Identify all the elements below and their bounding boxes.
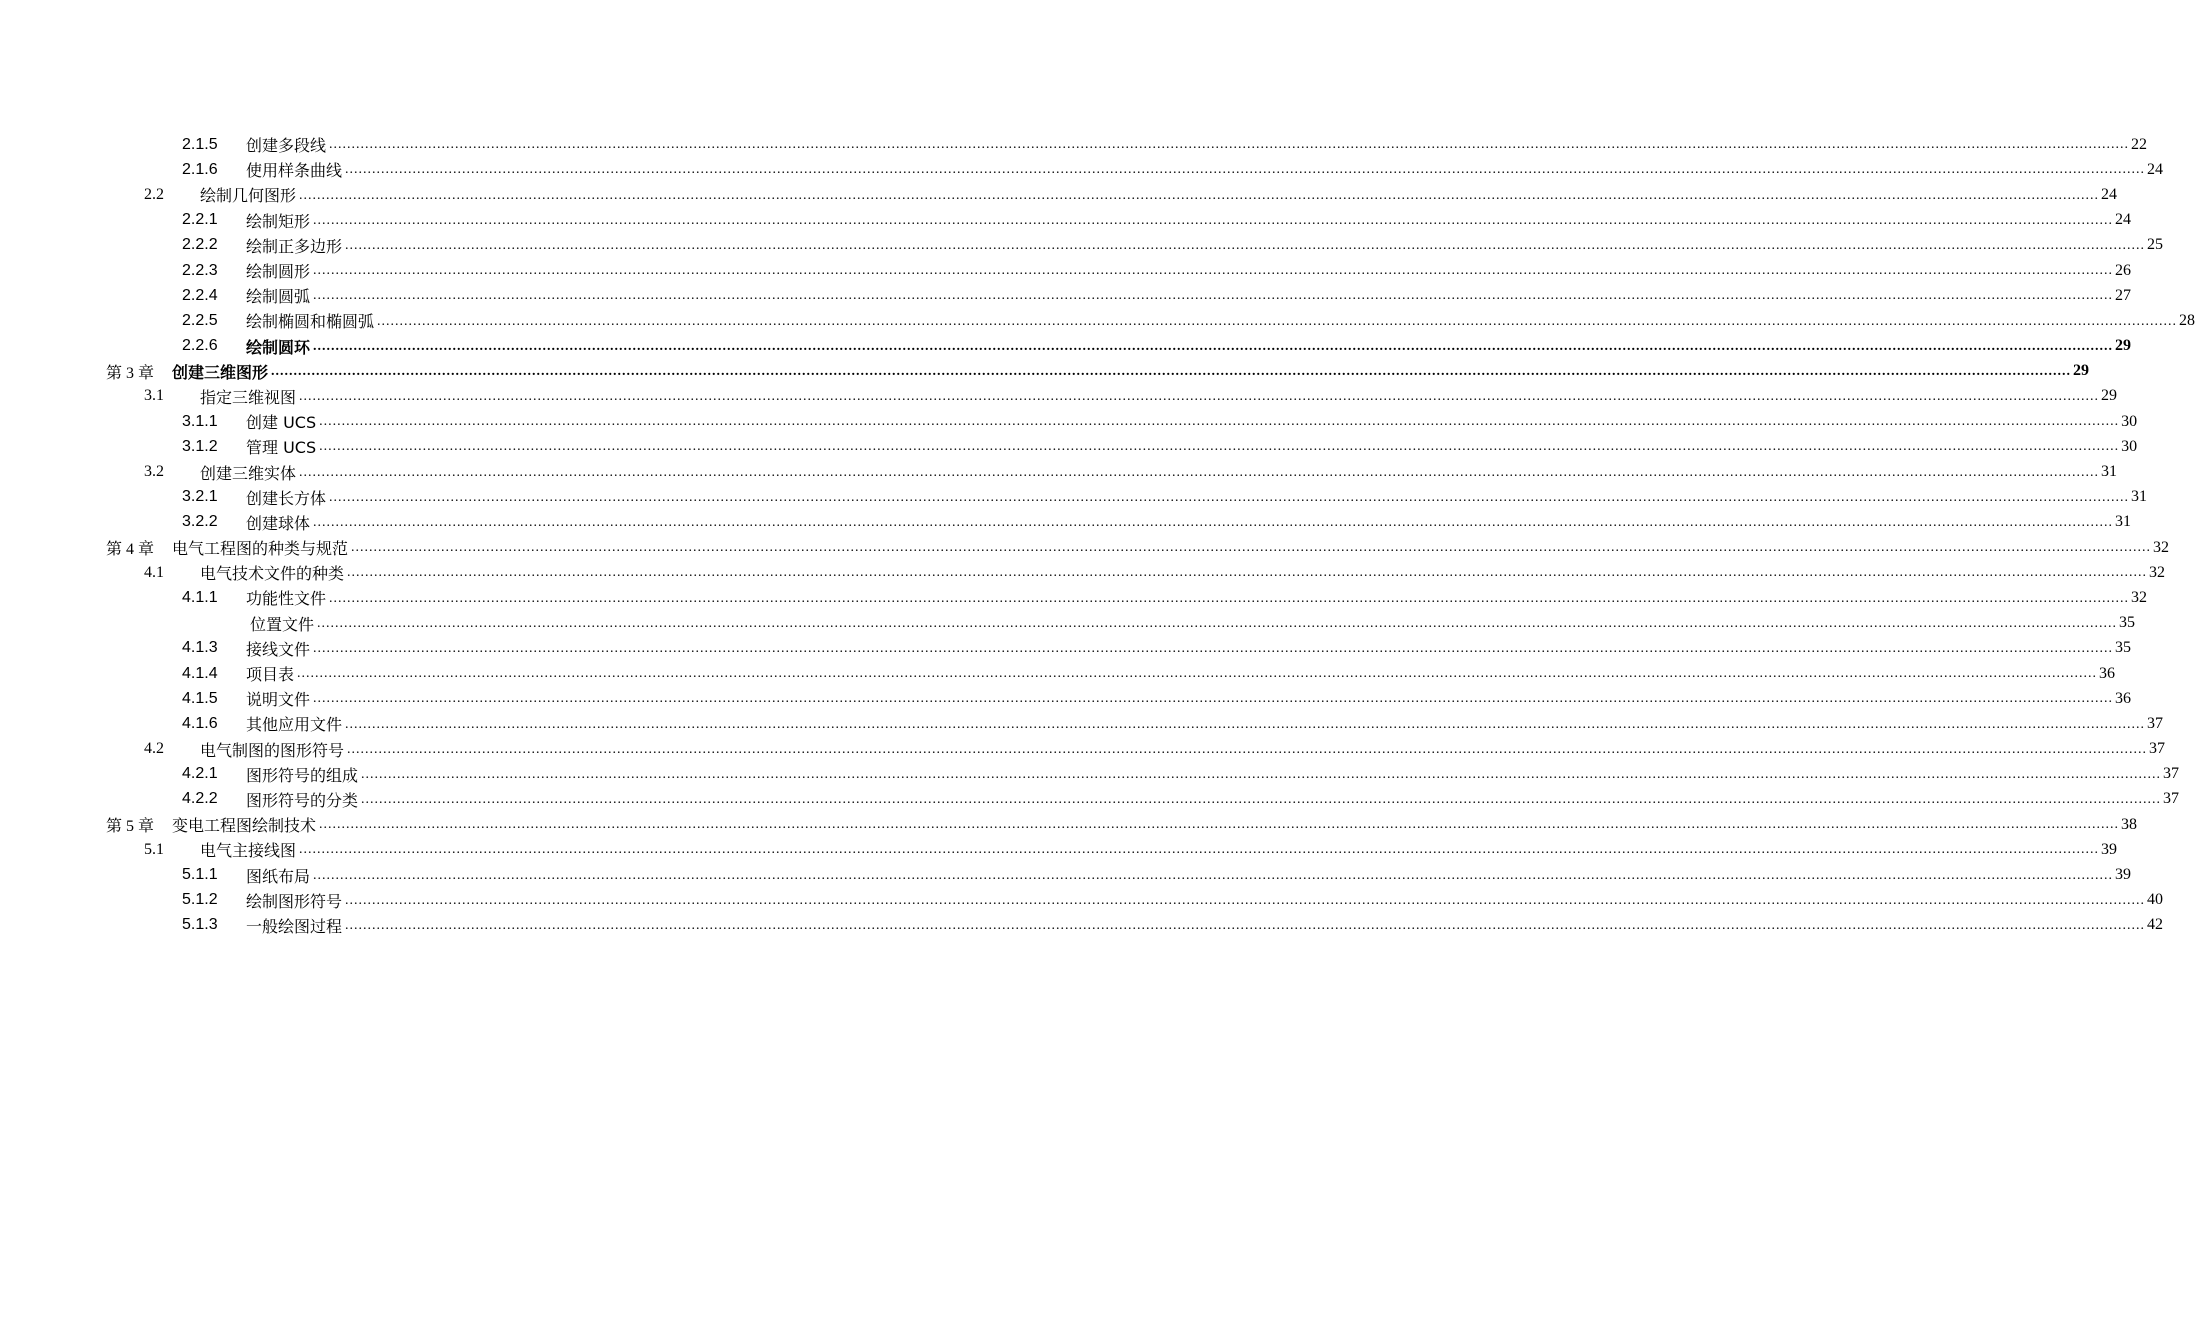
- toc-entry-title: 绘制图形符号: [246, 891, 343, 911]
- toc-entry-number: 第 4 章: [106, 541, 155, 559]
- toc-dot-leader: ................................................................................................................................................................................................................................................................................................................................................................................................................: [319, 817, 2120, 833]
- toc-entry-page-number: 22: [2131, 135, 2148, 153]
- toc-entry[interactable]: [0, 535, 2170, 560]
- toc-entry-title: 创建 UCS: [246, 413, 317, 433]
- toc-entry-page-number: 37: [2149, 740, 2166, 758]
- toc-entry[interactable]: [0, 384, 2118, 409]
- toc-dot-leader: ................................................................................................................................................................................................................................................................................................................................................................................................................: [377, 313, 2178, 329]
- toc-entry-title: 创建多段线: [246, 136, 327, 156]
- toc-entry-title: 图纸布局: [246, 866, 311, 886]
- toc-dot-leader: ................................................................................................................................................................................................................................................................................................................................................................................................................: [329, 137, 2130, 153]
- toc-dot-leader: ................................................................................................................................................................................................................................................................................................................................................................................................................: [319, 439, 2120, 455]
- toc-entry-title: 一般绘图过程: [246, 916, 343, 936]
- toc-dot-leader: ................................................................................................................................................................................................................................................................................................................................................................................................................: [345, 237, 2146, 253]
- toc-entry-number: 5.1.3: [182, 916, 218, 934]
- toc-dot-leader: ................................................................................................................................................................................................................................................................................................................................................................................................................: [329, 489, 2130, 505]
- toc-entry-number: 3.1.2: [182, 437, 218, 455]
- toc-entry[interactable]: [0, 409, 2138, 434]
- toc-entry-number: 4.1.3: [182, 639, 218, 657]
- toc-entry[interactable]: [0, 737, 2166, 762]
- toc-dot-leader: ................................................................................................................................................................................................................................................................................................................................................................................................................: [317, 615, 2118, 631]
- toc-dot-leader: ................................................................................................................................................................................................................................................................................................................................................................................................................: [313, 515, 2114, 530]
- toc-entry-number: 2.2.5: [182, 311, 218, 329]
- toc-entry-title: 创建长方体: [246, 488, 327, 508]
- toc-entry[interactable]: [0, 762, 2180, 787]
- toc-entry-number: 4.1.6: [182, 714, 218, 732]
- toc-dot-leader: ................................................................................................................................................................................................................................................................................................................................................................................................................: [313, 640, 2114, 656]
- toc-entry-page-number: 29: [2101, 387, 2118, 405]
- toc-entry[interactable]: [0, 686, 2132, 711]
- toc-dot-leader: ................................................................................................................................................................................................................................................................................................................................................................................................................: [299, 187, 2100, 203]
- toc-dot-leader: ................................................................................................................................................................................................................................................................................................................................................................................................................: [345, 716, 2146, 732]
- toc-entry-page-number: 40: [2147, 891, 2164, 909]
- toc-entry-page-number: 30: [2121, 437, 2138, 455]
- toc-entry-page-number: 25: [2147, 236, 2164, 254]
- toc-entry-title: 绘制椭圆和椭圆弧: [246, 312, 375, 332]
- toc-entry-number: 2.2.4: [182, 286, 218, 304]
- toc-entry-number: 第 3 章: [106, 364, 155, 382]
- toc-entry-number: 2.2.3: [182, 261, 218, 279]
- toc-dot-leader: ................................................................................................................................................................................................................................................................................................................................................................................................................: [313, 212, 2114, 228]
- toc-entry-number: 3.1: [144, 387, 164, 405]
- toc-entry-number: 4.1.5: [182, 689, 218, 707]
- toc-dot-leader: ................................................................................................................................................................................................................................................................................................................................................................................................................: [351, 540, 2152, 556]
- toc-entry[interactable]: [0, 585, 2148, 610]
- toc-entry-number: 5.1.1: [182, 866, 218, 884]
- toc-entry-number: 3.2.1: [182, 488, 218, 506]
- table-of-contents: [0, 132, 2195, 938]
- toc-entry-page-number: 24: [2147, 160, 2164, 178]
- toc-entry-page-number: 37: [2163, 790, 2180, 808]
- toc-entry-page-number: 39: [2115, 866, 2132, 884]
- toc-entry-title: 绘制几何图形: [200, 186, 297, 206]
- toc-entry-title: 绘制正多边形: [246, 236, 343, 256]
- toc-entry[interactable]: [0, 233, 2164, 258]
- toc-dot-leader: ................................................................................................................................................................................................................................................................................................................................................................................................................: [299, 464, 2100, 480]
- toc-entry-title: 变电工程图绘制技术: [172, 816, 317, 836]
- toc-entry[interactable]: [0, 459, 2118, 484]
- toc-entry-page-number: 29: [2115, 337, 2132, 355]
- toc-entry-number: 5.1.2: [182, 891, 218, 909]
- toc-entry-page-number: 32: [2131, 588, 2148, 606]
- toc-entry-page-number: 31: [2115, 513, 2132, 531]
- toc-entry-page-number: 32: [2153, 538, 2170, 556]
- toc-entry-title: 使用样条曲线: [246, 161, 343, 181]
- toc-dot-leader: ................................................................................................................................................................................................................................................................................................................................................................................................................: [319, 414, 2120, 430]
- toc-dot-leader: ................................................................................................................................................................................................................................................................................................................................................................................................................: [297, 666, 2098, 682]
- toc-entry-title: 绘制圆弧: [246, 287, 311, 307]
- toc-entry-page-number: 42: [2147, 916, 2164, 934]
- toc-dot-leader: ................................................................................................................................................................................................................................................................................................................................................................................................................: [271, 363, 2072, 379]
- toc-entry-page-number: 24: [2101, 185, 2118, 203]
- toc-entry-number: 4.1.1: [182, 588, 218, 606]
- toc-entry[interactable]: [0, 283, 2132, 308]
- toc-entry-title: 图形符号的分类: [246, 790, 359, 810]
- toc-entry-page-number: 28: [2179, 311, 2195, 329]
- toc-entry[interactable]: [0, 510, 2132, 535]
- toc-dot-leader: ................................................................................................................................................................................................................................................................................................................................................................................................................: [345, 918, 2146, 933]
- toc-entry[interactable]: [0, 636, 2132, 661]
- toc-entry-title: 电气制图的图形符号: [200, 740, 345, 760]
- toc-dot-leader: ................................................................................................................................................................................................................................................................................................................................................................................................................: [299, 842, 2100, 858]
- toc-entry-number: 2.1.6: [182, 160, 218, 178]
- toc-entry-title: 创建三维图形: [172, 362, 269, 382]
- toc-entry-page-number: 24: [2115, 211, 2132, 229]
- toc-entry[interactable]: [0, 359, 2090, 384]
- toc-entry-page-number: 30: [2121, 412, 2138, 430]
- toc-entry-page-number: 35: [2119, 614, 2136, 632]
- toc-entry-title: 管理 UCS: [246, 438, 317, 458]
- toc-entry-page-number: 35: [2115, 639, 2132, 657]
- toc-entry[interactable]: [0, 182, 2118, 207]
- toc-entry-number: 3.2: [144, 463, 164, 481]
- toc-entry[interactable]: [0, 560, 2166, 585]
- toc-dot-leader: ................................................................................................................................................................................................................................................................................................................................................................................................................: [313, 263, 2114, 279]
- toc-entry-title: 图形符号的组成: [246, 765, 359, 785]
- toc-entry-number: 3.2.2: [182, 513, 218, 531]
- toc-entry-page-number: 31: [2131, 488, 2148, 506]
- toc-entry-page-number: 26: [2115, 261, 2132, 279]
- toc-entry-title: 电气工程图的种类与规范: [172, 539, 349, 559]
- toc-entry-number: 4.1: [144, 563, 164, 581]
- toc-entry-title: 创建三维实体: [200, 463, 297, 483]
- toc-entry[interactable]: [0, 812, 2138, 837]
- toc-entry-title: 电气主接线图: [200, 841, 297, 861]
- toc-entry-number: 2.2.1: [182, 211, 218, 229]
- toc-entry[interactable]: [0, 888, 2164, 913]
- toc-entry[interactable]: [0, 913, 2164, 938]
- toc-entry-page-number: 38: [2121, 815, 2138, 833]
- toc-entry[interactable]: [0, 334, 2132, 359]
- toc-entry-title: 说明文件: [246, 690, 311, 710]
- toc-entry[interactable]: [0, 208, 2132, 233]
- toc-entry-number: 4.2: [144, 740, 164, 758]
- toc-entry[interactable]: [0, 132, 2148, 157]
- toc-entry-title: 其他应用文件: [246, 715, 343, 735]
- toc-entry-number: 3.1.1: [182, 412, 218, 430]
- toc-entry[interactable]: [0, 485, 2148, 510]
- toc-entry[interactable]: [0, 711, 2164, 736]
- toc-dot-leader: ................................................................................................................................................................................................................................................................................................................................................................................................................: [345, 892, 2146, 908]
- toc-entry-title: 绘制圆环: [246, 337, 311, 357]
- toc-entry[interactable]: [0, 157, 2164, 182]
- toc-entry-page-number: 39: [2101, 840, 2118, 858]
- toc-entry-number: 2.2.6: [182, 337, 218, 355]
- toc-dot-leader: ................................................................................................................................................................................................................................................................................................................................................................................................................: [345, 162, 2146, 178]
- toc-entry-page-number: 31: [2101, 463, 2118, 481]
- toc-dot-leader: ................................................................................................................................................................................................................................................................................................................................................................................................................: [299, 389, 2100, 405]
- toc-entry-number: 2.1.5: [182, 135, 218, 153]
- toc-entry-title: 绘制矩形: [246, 211, 311, 231]
- toc-entry[interactable]: [0, 837, 2118, 862]
- toc-dot-leader: ................................................................................................................................................................................................................................................................................................................................................................................................................: [361, 766, 2162, 782]
- toc-dot-leader: ................................................................................................................................................................................................................................................................................................................................................................................................................: [361, 792, 2162, 808]
- toc-entry-number: 2.2: [144, 185, 164, 203]
- toc-entry-page-number: 29: [2073, 362, 2090, 380]
- toc-entry-title: 创建球体: [246, 513, 311, 533]
- toc-entry-number: 2.2.2: [182, 236, 218, 254]
- toc-entry-number: 第 5 章: [106, 818, 155, 836]
- toc-entry-title: 电气技术文件的种类: [200, 564, 345, 584]
- toc-dot-leader: ................................................................................................................................................................................................................................................................................................................................................................................................................: [313, 867, 2114, 883]
- toc-entry-number: 4.1.4: [182, 664, 218, 682]
- toc-entry-page-number: 37: [2147, 714, 2164, 732]
- toc-entry-number: 4.2.1: [182, 765, 218, 783]
- toc-entry-number: 5.1: [144, 840, 164, 858]
- toc-entry[interactable]: [0, 661, 2116, 686]
- toc-entry-page-number: 32: [2149, 563, 2166, 581]
- toc-dot-leader: ................................................................................................................................................................................................................................................................................................................................................................................................................: [347, 741, 2148, 757]
- toc-entry-page-number: 36: [2099, 664, 2116, 682]
- toc-dot-leader: ................................................................................................................................................................................................................................................................................................................................................................................................................: [329, 590, 2130, 606]
- toc-entry[interactable]: [0, 308, 2195, 333]
- toc-dot-leader: ................................................................................................................................................................................................................................................................................................................................................................................................................: [313, 338, 2114, 354]
- toc-entry-title: 项目表: [246, 665, 295, 685]
- toc-entry[interactable]: [0, 611, 2136, 636]
- toc-dot-leader: ................................................................................................................................................................................................................................................................................................................................................................................................................: [347, 565, 2148, 581]
- toc-entry-title: 指定三维视图: [200, 387, 297, 407]
- toc-entry-title: 功能性文件: [246, 589, 327, 609]
- toc-entry-page-number: 27: [2115, 286, 2132, 304]
- toc-entry[interactable]: [0, 862, 2132, 887]
- toc-entry-number: 4.2.2: [182, 790, 218, 808]
- toc-entry-title: 绘制圆形: [246, 262, 311, 282]
- toc-entry-page-number: 37: [2163, 765, 2180, 783]
- toc-entry-title: 位置文件: [250, 614, 315, 634]
- toc-entry-page-number: 36: [2115, 689, 2132, 707]
- toc-entry[interactable]: [0, 787, 2180, 812]
- toc-dot-leader: ................................................................................................................................................................................................................................................................................................................................................................................................................: [313, 288, 2114, 304]
- toc-dot-leader: ................................................................................................................................................................................................................................................................................................................................................................................................................: [313, 691, 2114, 707]
- toc-entry-title: 接线文件: [246, 639, 311, 659]
- toc-entry[interactable]: [0, 434, 2138, 459]
- toc-entry[interactable]: [0, 258, 2132, 283]
